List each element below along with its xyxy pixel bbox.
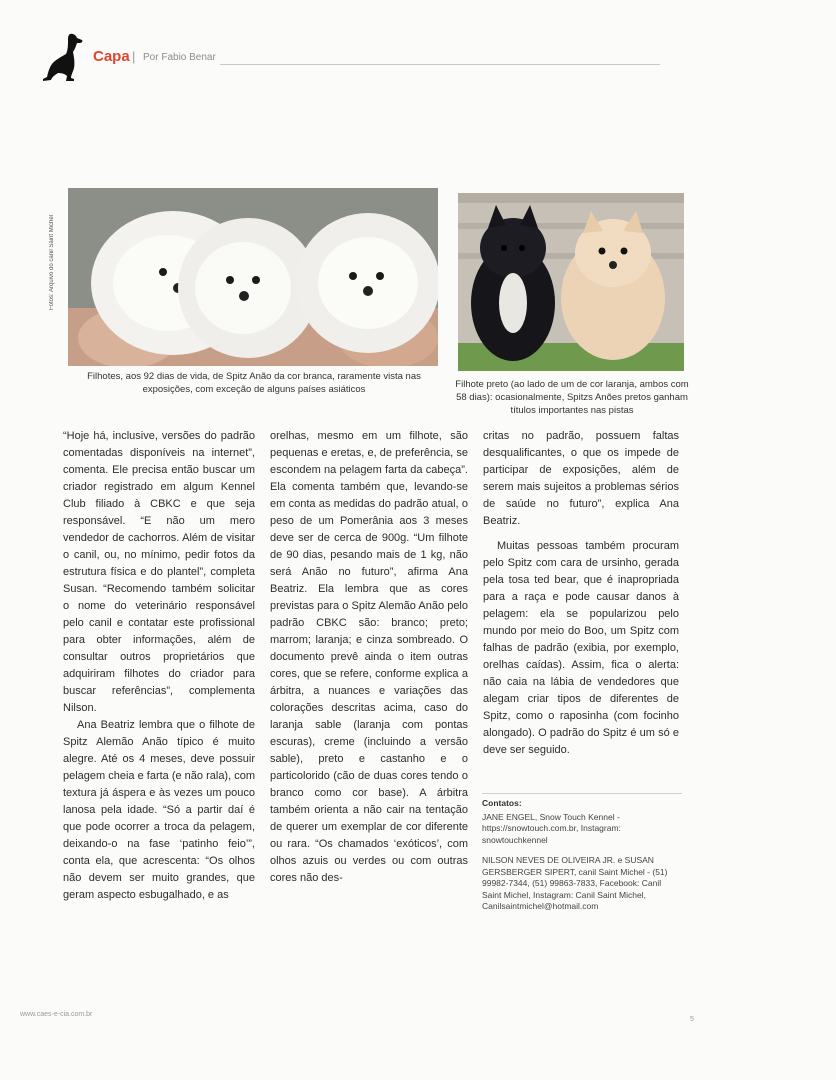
dog-silhouette-logo [38, 30, 90, 82]
contact-entry: NILSON NEVES DE OLIVEIRA JR. e SUSAN GERSBERGER SIPERT, canil Saint Michel - (51) 99982-7344, (51) 99863-7833, Facebook: Canil Saint Michel, Instagram: Canil Saint Michel, Canilsaintmichel@hotmail.com [482, 855, 668, 911]
article-column-3 [483, 428, 679, 759]
photo-caption-left: Filhotes, aos 92 dias de vida, de Spitz Anão da cor branca, raramente vista nas exposições, com exceção de alguns países asiáticos [87, 371, 421, 395]
black-and-cream-puppies-photo [458, 193, 684, 371]
contacts-divider [482, 793, 682, 794]
photo-credit: Fotos: Arquivo do canil Saint Michel [49, 214, 55, 310]
contacts-box [482, 798, 682, 922]
paragraph: “Hoje há, inclusive, versões do padrão comentadas disponíveis na internet”, comenta. Ele precisa então buscar um criador registrado em algum Kennel Club filiado à CBKC e que seja responsável. “E não um mero vendedor de cachorros. Além de visitar o canil, ou, no mínimo, pedir fotos da estrutura física e do plantel”, completa Susan. “Recomendo também solicitar o nome do veterinário responsável pelo canil e contatar este profissional para obter informações, além de consultar outros proprietários que adquiriram filhotes do criador para buscar referências”, complementa Nilson. [63, 430, 255, 714]
footer-url: www.caes-e-cia.com.br [20, 1011, 93, 1018]
page-number: 5 [690, 1016, 694, 1023]
paragraph: Ana Beatriz lembra que o filhote de Spitz Alemão Anão típico é muito alegre. Até os 4 meses, deve possuir pelagem cheia e farta (e não rala), com textura já áspera e às vezes um pouco lanosa pela idade. “Só a partir daí é que pode ocorrer a troca da pelagem, deixando-o na fase ‘patinho feio’”, conta ela, que acrescenta: “Os olhos não devem ser muito grandes, que geram aspecto esbugalhado, e as [63, 719, 255, 901]
contacts-heading: Contatos: [482, 798, 522, 808]
paragraph: critas no padrão, possuem faltas desqualificantes, o que os impede de participar de exposições, além de serem mais sujeitos a problemas sérios de saúde no futuro”, explica Ana Beatriz. [483, 430, 679, 527]
author-byline: Por Fabio Benar [143, 52, 216, 63]
header-divider [220, 64, 660, 65]
photo-caption-right: Filhote preto (ao lado de um de cor laranja, ambos com 58 dias): ocasionalmente, Spitzs Anões pretos ganham títulos importantes nas pistas [455, 379, 689, 416]
header-separator: | [132, 49, 136, 64]
contact-entry: JANE ENGEL, Snow Touch Kennel - https://snowtouch.com.br, Instagram: snowtouchkennel [482, 811, 621, 845]
paragraph: orelhas, mesmo em um filhote, são pequenas e eretas, e, de preferência, se escondem na pelagem farta da cabeça”. Ela comenta também que, levando-se em conta as medidas do padrão atual, o peso de um Pomerânia aos 3 meses deve ser de cerca de 900g. “Um filhote de 90 dias, pesando mais de 1 kg, não será Anão no futuro”, afirma Ana Beatriz. Ela lembra que as cores previstas para o Spitz Alemão Anão pelo padrão CBKC são: branco; preto; marrom; laranja; e cinza sombreado. O documento prevê ainda o item outras cores, que se refere, conforme explica a árbitra, a nuances e variações das colorações descritas acima, caso do laranja sable (laranja com pontas escuras), creme (incluindo a versão sable), preto e castanho e o particolorido (cão de duas cores tendo o branco como cor base). A árbitra também orienta a não cair na tentação de querer um exemplar de cor diferente ou rara. “Os chamados ‘exóticos’, com olhos azuis ou verdes ou com outras cores não des- [270, 430, 468, 884]
article-column-2 [270, 428, 468, 887]
article-column-1 [63, 428, 255, 904]
paragraph: Muitas pessoas também procuram pelo Spitz com cara de ursinho, gerada pela tosa ted bear, que é inapropriada para a raça e pode causar danos à pelagem: ela se popularizou pelo mundo por meio do Boo, um Spitz com falhas de padrão (exibia, por exemplo, orelhas caídas). Assim, fica o alerta: não caia na lábia de vendedores que alegam criar tipos de diferentes de Spitz, como o raposinha (com focinho alongado). O padrão do Spitz é um só e deve ser seguido. [483, 540, 679, 756]
white-puppies-photo [68, 188, 438, 366]
section-label: Capa [93, 48, 130, 65]
